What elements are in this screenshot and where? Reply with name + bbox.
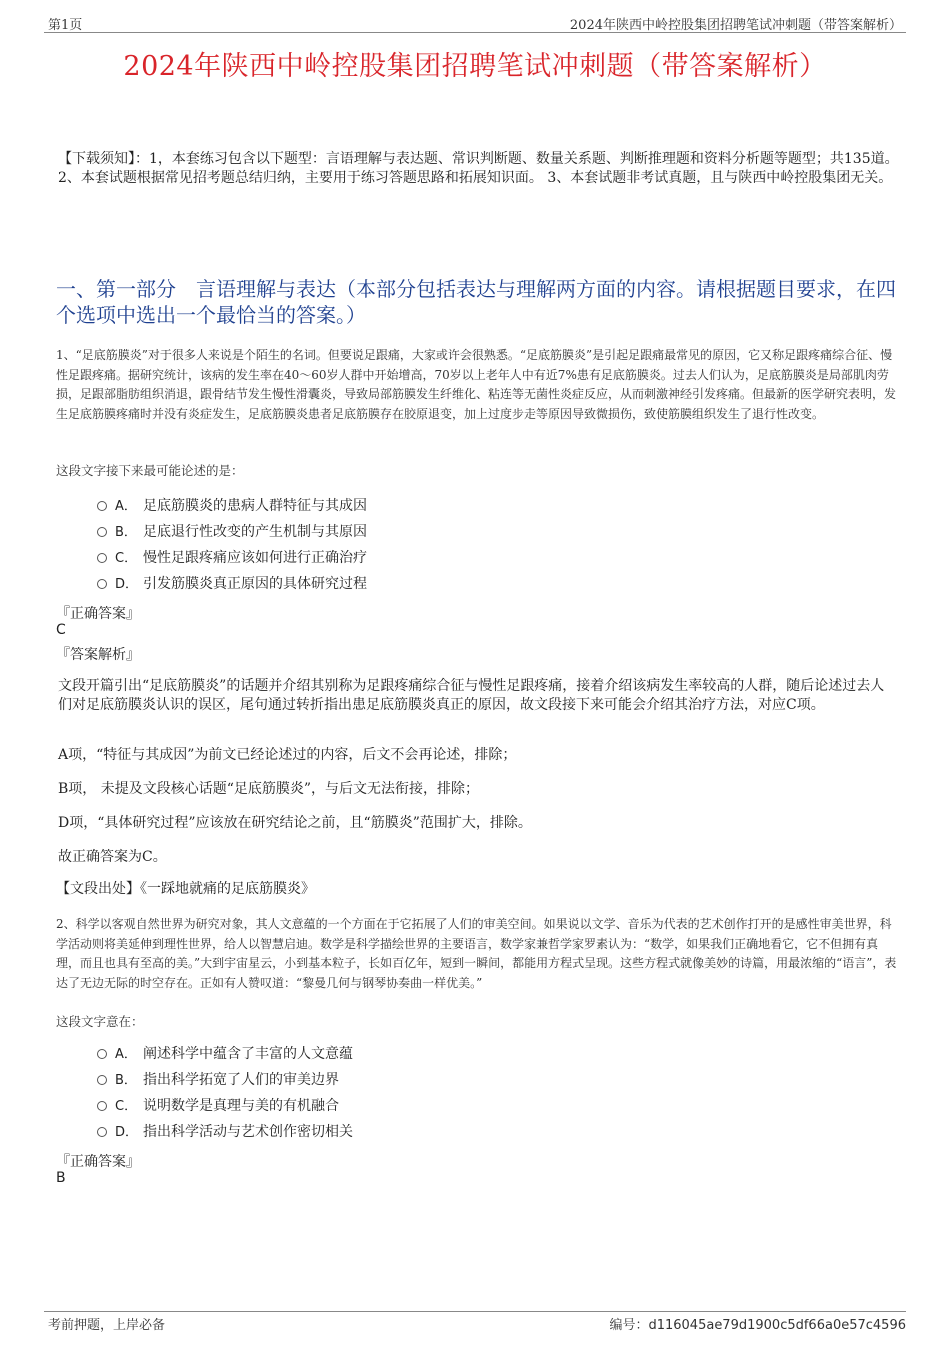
question-1-option-d[interactable] xyxy=(97,574,367,594)
download-notice: 【下载须知】：1，本套练习包含以下题型：言语理解与表达题、常识判断题、数量关系题、判断推理题和资料分析题等题型；共135道。 2、本套试题根据常见招考题总结归纳，主要用于练习答题思路和拓展知识面。 3、本套试题非考试真题，且与陕西中岭控股集团无关。 xyxy=(58,151,899,186)
footer-divider xyxy=(44,1311,906,1312)
footer-code-label: 编号： xyxy=(609,1318,649,1333)
option-letter: C． xyxy=(115,1099,138,1114)
option-text: 阐述科学中蕴含了丰富的人文意蕴 xyxy=(143,1046,353,1062)
option-letter: D． xyxy=(115,1125,139,1140)
question-2-option-c[interactable] xyxy=(97,1096,339,1116)
radio-icon[interactable] xyxy=(97,527,107,537)
option-text: 指出科学活动与艺术创作密切相关 xyxy=(143,1124,353,1140)
question-1-text: 1、“足底筋膜炎”对于很多人来说是个陌生的名词。但要说足跟痛，大家或许会很熟悉。“足底筋膜炎”是引起足跟痛最常见的原因，它又称足跟疼痛综合征、慢性足跟疼痛。据研究统计，该病的发生率在40～60岁人群中开始增高，70岁以上老年人中有近7%患有足底筋膜炎。过去人们认为，足底筋膜炎是局部肌肉劳损，足跟部脂肪组织消退，跟骨结节发生慢性滑囊炎，导致局部筋膜发生纤维化、粘连等无菌性炎症反应，从而刺激神经引发疼痛。但最新的医学研究表明，发生足底筋膜疼痛时并没有炎症发生，足底筋膜炎患者足底筋膜存在胶原退变，加上过度步走等原因导致微损伤，致使筋膜组织发生了退行性改变。 xyxy=(56,348,897,421)
option-text: 足底筋膜炎的患病人群特征与其成因 xyxy=(143,498,367,514)
option-letter: B． xyxy=(115,1073,137,1088)
header-doc-title: 2024年陕西中岭控股集团招聘笔试冲刺题（带答案解析） xyxy=(569,18,902,33)
option-letter: C． xyxy=(115,551,138,566)
radio-icon[interactable] xyxy=(97,579,107,589)
question-1-analysis-a: A项，“特征与其成因”为前文已经论述过的内容，后文不会再论述，排除； xyxy=(58,747,517,763)
header-divider xyxy=(44,32,906,33)
question-1-answer: C xyxy=(56,622,66,638)
radio-icon[interactable] xyxy=(97,1075,107,1085)
question-1-analysis-label: 『答案解析』 xyxy=(56,647,140,663)
radio-icon[interactable] xyxy=(97,553,107,563)
section-title: 一、第一部分 言语理解与表达（本部分包括表达与理解两方面的内容。请根据题目要求，在四个选项中选出一个最恰当的答案。） xyxy=(56,277,896,327)
radio-icon[interactable] xyxy=(97,1101,107,1111)
question-2-answer-label: 『正确答案』 xyxy=(56,1154,140,1170)
question-2-option-a[interactable] xyxy=(97,1044,353,1064)
question-1-analysis-d: D项，“具体研究过程”应该放在研究结论之前，且“筋膜炎”范围扩大，排除。 xyxy=(58,815,532,831)
radio-icon[interactable] xyxy=(97,1049,107,1059)
option-text: 指出科学拓宽了人们的审美边界 xyxy=(143,1072,339,1088)
question-1-answer-label: 『正确答案』 xyxy=(56,606,140,622)
radio-icon[interactable] xyxy=(97,501,107,511)
question-1-source: 【文段出处】《一踩地就痛的足底筋膜炎》 xyxy=(56,881,315,897)
question-1-analysis-summary: 文段开篇引出“足底筋膜炎”的话题并介绍其别称为足跟疼痛综合征与慢性足跟疼痛，接着介绍该病发生率较高的人群，随后论述过去人们对足底筋膜炎认识的误区，尾句通过转折指出患足底筋膜炎真正的原因，故文段接下来可能会介绍其治疗方法，对应C项。 xyxy=(58,678,885,713)
option-text: 引发筋膜炎真正原因的具体研究过程 xyxy=(143,576,367,592)
question-1-analysis-b: B项， 未提及文段核心话题“足底筋膜炎”，与后文无法衔接，排除； xyxy=(58,781,480,797)
footer-code-value: d116045ae79d1900c5df66a0e57c4596 xyxy=(648,1318,906,1333)
option-text: 说明数学是真理与美的有机融合 xyxy=(143,1098,339,1114)
page-title: 2024年陕西中岭控股集团招聘笔试冲刺题（带答案解析） xyxy=(123,51,827,82)
header-page-number: 第1页 xyxy=(48,18,83,33)
footer-code xyxy=(609,1314,906,1333)
question-1-option-a[interactable] xyxy=(97,496,367,516)
question-2-option-d[interactable] xyxy=(97,1122,353,1142)
question-2-text: 2、科学以客观自然世界为研究对象，其人文意蕴的一个方面在于它拓展了人们的审美空间。如果说以文学、音乐为代表的艺术创作打开的是感性审美世界，科学活动则将美延伸到理性世界，给人以智慧启迪。数学是科学描绘世界的主要语言，数学家兼哲学家罗素认为：“数学，如果我们正确地看它，它不但拥有真理，而且也具有至高的美。”大到宇宙星云，小到基本粒子，长如百亿年，短到一瞬间，都能用方程式呈现。这些方程式就像美妙的诗篇，用最浓缩的“语言”，表达了无边无际的时空存在。正如有人赞叹道：“黎曼几何与钢琴协奏曲一样优美。” xyxy=(56,917,897,990)
option-letter: A． xyxy=(115,499,137,514)
option-text: 足底退行性改变的产生机制与其原因 xyxy=(143,524,367,540)
question-1-option-b[interactable] xyxy=(97,522,367,542)
option-letter: B． xyxy=(115,525,137,540)
question-1-prompt: 这段文字接下来最可能论述的是： xyxy=(56,463,244,478)
radio-icon[interactable] xyxy=(97,1127,107,1137)
option-text: 慢性足跟疼痛应该如何进行正确治疗 xyxy=(143,550,367,566)
option-letter: A． xyxy=(115,1047,137,1062)
question-2-answer: B xyxy=(56,1170,66,1186)
footer-slogan: 考前押题，上岸必备 xyxy=(48,1318,166,1333)
question-2-option-b[interactable] xyxy=(97,1070,339,1090)
question-1-analysis-conclusion: 故正确答案为C。 xyxy=(58,849,167,865)
option-letter: D． xyxy=(115,577,139,592)
question-1-option-c[interactable] xyxy=(97,548,367,568)
question-2-prompt: 这段文字意在： xyxy=(56,1014,144,1029)
